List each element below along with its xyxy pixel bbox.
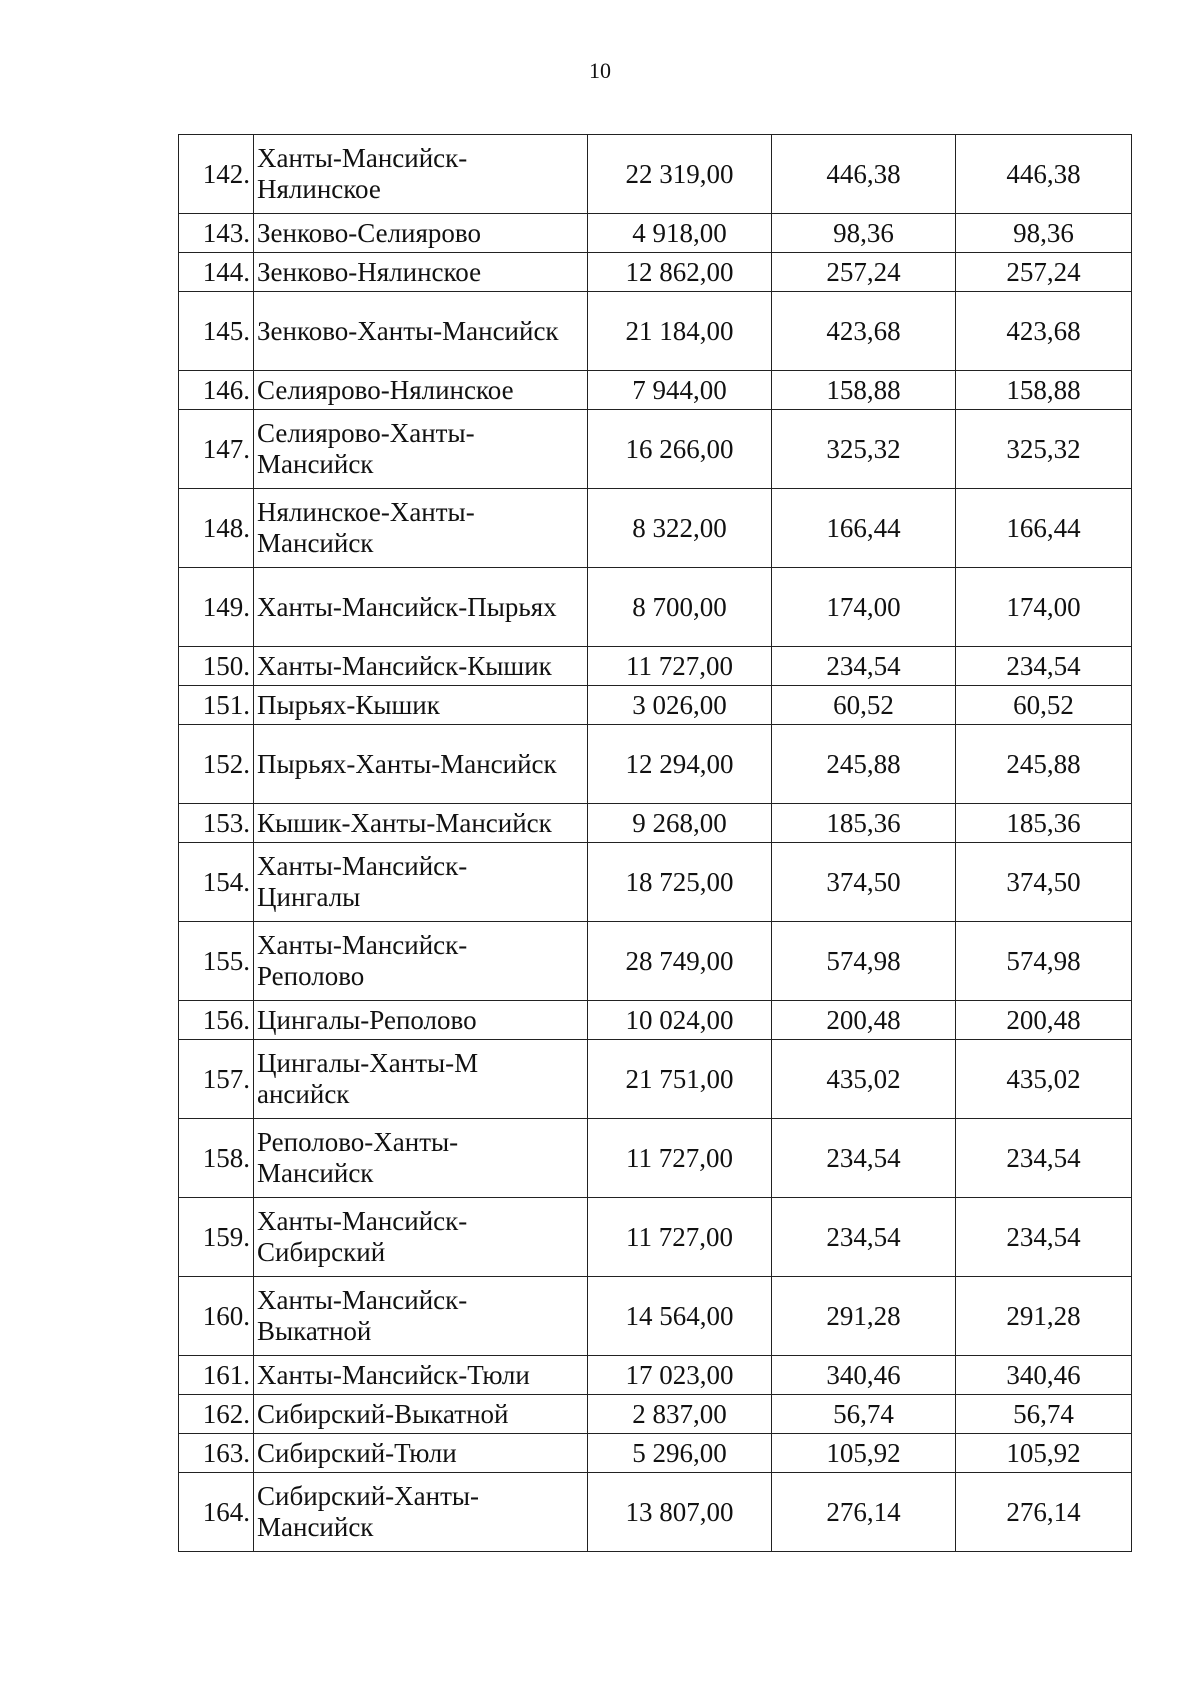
route-distance: 10 024,00	[588, 1001, 772, 1040]
route-value-1: 98,36	[772, 214, 956, 253]
route-value-1: 105,92	[772, 1434, 956, 1473]
route-distance: 3 026,00	[588, 686, 772, 725]
table-row	[179, 686, 1132, 725]
row-number: 155.	[179, 922, 254, 1001]
route-distance: 5 296,00	[588, 1434, 772, 1473]
table-row	[179, 1198, 1132, 1277]
route-distance: 18 725,00	[588, 843, 772, 922]
table-row	[179, 410, 1132, 489]
row-number: 151.	[179, 686, 254, 725]
route-name: Цингалы-Ханты-М ансийск	[254, 1040, 588, 1119]
table-row	[179, 1434, 1132, 1473]
route-value-2: 56,74	[956, 1395, 1132, 1434]
table-row	[179, 1040, 1132, 1119]
route-value-1: 340,46	[772, 1356, 956, 1395]
route-name: Реполово-Ханты- Мансийск	[254, 1119, 588, 1198]
route-value-2: 291,28	[956, 1277, 1132, 1356]
route-distance: 13 807,00	[588, 1473, 772, 1552]
route-value-1: 276,14	[772, 1473, 956, 1552]
routes-table-body	[179, 135, 1132, 1552]
row-number: 145.	[179, 292, 254, 371]
route-distance: 21 751,00	[588, 1040, 772, 1119]
route-name: Ханты-Мансийск-Кышик	[254, 647, 588, 686]
route-distance: 17 023,00	[588, 1356, 772, 1395]
route-distance: 12 862,00	[588, 253, 772, 292]
route-value-1: 257,24	[772, 253, 956, 292]
table-row	[179, 1473, 1132, 1552]
table-row	[179, 1356, 1132, 1395]
route-name: Ханты-Мансийск- Нялинское	[254, 135, 588, 214]
route-name: Нялинское-Ханты- Мансийск	[254, 489, 588, 568]
table-row	[179, 135, 1132, 214]
row-number: 147.	[179, 410, 254, 489]
route-value-1: 60,52	[772, 686, 956, 725]
route-value-1: 574,98	[772, 922, 956, 1001]
route-distance: 16 266,00	[588, 410, 772, 489]
route-value-1: 245,88	[772, 725, 956, 804]
route-value-1: 234,54	[772, 1119, 956, 1198]
route-value-2: 158,88	[956, 371, 1132, 410]
route-name: Зенково-Нялинское	[254, 253, 588, 292]
row-number: 142.	[179, 135, 254, 214]
route-value-1: 325,32	[772, 410, 956, 489]
table-row	[179, 292, 1132, 371]
table-row	[179, 1001, 1132, 1040]
route-name: Сибирский-Выкатной	[254, 1395, 588, 1434]
route-name: Цингалы-Реполово	[254, 1001, 588, 1040]
route-value-2: 245,88	[956, 725, 1132, 804]
table-row	[179, 568, 1132, 647]
row-number: 154.	[179, 843, 254, 922]
route-value-2: 185,36	[956, 804, 1132, 843]
route-name: Селиярово-Ханты- Мансийск	[254, 410, 588, 489]
route-value-2: 174,00	[956, 568, 1132, 647]
route-value-2: 325,32	[956, 410, 1132, 489]
route-value-2: 574,98	[956, 922, 1132, 1001]
route-distance: 4 918,00	[588, 214, 772, 253]
row-number: 160.	[179, 1277, 254, 1356]
table-row	[179, 1277, 1132, 1356]
row-number: 153.	[179, 804, 254, 843]
route-name: Зенково-Ханты-Мансийск	[254, 292, 588, 371]
route-value-2: 234,54	[956, 1119, 1132, 1198]
route-value-2: 340,46	[956, 1356, 1132, 1395]
route-value-1: 174,00	[772, 568, 956, 647]
route-name: Сибирский-Тюли	[254, 1434, 588, 1473]
route-value-2: 105,92	[956, 1434, 1132, 1473]
row-number: 150.	[179, 647, 254, 686]
route-distance: 7 944,00	[588, 371, 772, 410]
route-distance: 12 294,00	[588, 725, 772, 804]
row-number: 149.	[179, 568, 254, 647]
routes-table	[178, 134, 1132, 1552]
row-number: 163.	[179, 1434, 254, 1473]
route-distance: 28 749,00	[588, 922, 772, 1001]
route-name: Пырьях-Ханты-Мансийск	[254, 725, 588, 804]
route-value-2: 60,52	[956, 686, 1132, 725]
route-name: Зенково-Селиярово	[254, 214, 588, 253]
route-value-1: 435,02	[772, 1040, 956, 1119]
route-value-2: 423,68	[956, 292, 1132, 371]
route-value-1: 234,54	[772, 647, 956, 686]
route-value-2: 374,50	[956, 843, 1132, 922]
route-value-1: 234,54	[772, 1198, 956, 1277]
table-row	[179, 843, 1132, 922]
table-row	[179, 214, 1132, 253]
route-distance: 14 564,00	[588, 1277, 772, 1356]
route-name: Кышик-Ханты-Мансийск	[254, 804, 588, 843]
route-value-2: 234,54	[956, 647, 1132, 686]
row-number: 144.	[179, 253, 254, 292]
route-distance: 8 322,00	[588, 489, 772, 568]
route-name: Ханты-Мансийск-Тюли	[254, 1356, 588, 1395]
route-value-2: 98,36	[956, 214, 1132, 253]
route-value-1: 423,68	[772, 292, 956, 371]
route-distance: 11 727,00	[588, 1198, 772, 1277]
row-number: 152.	[179, 725, 254, 804]
route-name: Ханты-Мансийск- Выкатной	[254, 1277, 588, 1356]
route-value-2: 446,38	[956, 135, 1132, 214]
route-value-1: 158,88	[772, 371, 956, 410]
route-value-1: 185,36	[772, 804, 956, 843]
table-row	[179, 1395, 1132, 1434]
route-name: Ханты-Мансийск- Сибирский	[254, 1198, 588, 1277]
route-value-1: 446,38	[772, 135, 956, 214]
route-value-1: 56,74	[772, 1395, 956, 1434]
row-number: 143.	[179, 214, 254, 253]
route-value-1: 291,28	[772, 1277, 956, 1356]
route-value-2: 234,54	[956, 1198, 1132, 1277]
page-number: 10	[589, 58, 611, 83]
row-number: 148.	[179, 489, 254, 568]
route-distance: 11 727,00	[588, 1119, 772, 1198]
route-value-1: 166,44	[772, 489, 956, 568]
table-row	[179, 253, 1132, 292]
table-row	[179, 804, 1132, 843]
table-row	[179, 647, 1132, 686]
route-name: Пырьях-Кышик	[254, 686, 588, 725]
route-name: Ханты-Мансийск- Реполово	[254, 922, 588, 1001]
row-number: 158.	[179, 1119, 254, 1198]
row-number: 156.	[179, 1001, 254, 1040]
row-number: 162.	[179, 1395, 254, 1434]
route-value-1: 374,50	[772, 843, 956, 922]
table-row	[179, 922, 1132, 1001]
row-number: 159.	[179, 1198, 254, 1277]
route-value-2: 257,24	[956, 253, 1132, 292]
route-distance: 11 727,00	[588, 647, 772, 686]
route-distance: 9 268,00	[588, 804, 772, 843]
row-number: 157.	[179, 1040, 254, 1119]
row-number: 146.	[179, 371, 254, 410]
table-row	[179, 371, 1132, 410]
row-number: 161.	[179, 1356, 254, 1395]
route-value-1: 200,48	[772, 1001, 956, 1040]
route-name: Ханты-Мансийск- Цингалы	[254, 843, 588, 922]
table-row	[179, 725, 1132, 804]
table-row	[179, 489, 1132, 568]
route-distance: 22 319,00	[588, 135, 772, 214]
table-row	[179, 1119, 1132, 1198]
route-name: Селиярово-Нялинское	[254, 371, 588, 410]
row-number: 164.	[179, 1473, 254, 1552]
route-value-2: 276,14	[956, 1473, 1132, 1552]
route-distance: 8 700,00	[588, 568, 772, 647]
route-value-2: 435,02	[956, 1040, 1132, 1119]
route-distance: 2 837,00	[588, 1395, 772, 1434]
route-name: Сибирский-Ханты- Мансийск	[254, 1473, 588, 1552]
route-distance: 21 184,00	[588, 292, 772, 371]
route-value-2: 166,44	[956, 489, 1132, 568]
route-value-2: 200,48	[956, 1001, 1132, 1040]
route-name: Ханты-Мансийск-Пырьях	[254, 568, 588, 647]
